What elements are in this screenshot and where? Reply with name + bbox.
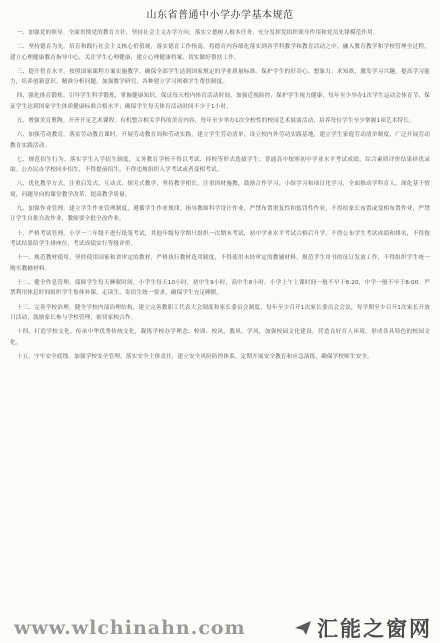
section-paragraph: 十五、守牢安全底线。加强学校安全管理，落实安全主体责任，建立安全风险防控体系，定期开展安全教育和应急演练，确保学校师生安全。 xyxy=(16,353,373,360)
document-title: 山东省普通中小学办学基本规范 xyxy=(146,10,294,21)
section-paragraph: 九、加强作业管理。建立学生作业管理制度，遵循学生作业规律，指导教师科学设计作业，严禁布置重复性和惩罚性作业，不得给家长布置或变相布置作业，严禁让学生自批自改作业，教师要全批全改作业。 xyxy=(10,206,430,223)
section-paragraph: 十二、健全作息管理。保障学生每天睡眠时间，小学生每天10小时，初中生9小时，高中生8小时。小学上午上课时间一般不早于8:20，中学一般不早于8:00。严禁利用休息时间组织学生集体补课，走读生、寄宿生统一要求，确保学生充足睡眠。 xyxy=(10,279,430,297)
section-paragraph: 二、坚持德育为先。培育和践行社会主义核心价值观，落实德育工作指南，将德育内容细化落实到各学科教学和教育活动之中。融入教育教学和学校管理全过程，建立心理健康教育指导中心，关注学生心理健康，建立心理健康档案，切实做好帮扶工作。 xyxy=(10,44,430,61)
section-paragraph: 八、优化教学方式。注重启发式、互动式、探究式教学，坚持教学相长，注重因材施教，鼓励合作学习、小组学习和项目化学习，全面推动学科育人，深化基于情境、问题导向的课堂教学改革，提高教学质量。 xyxy=(10,181,430,198)
watermark-url[interactable]: www.wlchinahn.com xyxy=(14,617,246,639)
section-paragraph: 五、增强美育熏陶。开齐开足艺术课程，有机整合相关学科的美育内容，每年至少举办1次全校性的校园艺术展演活动，培养每位学生至少掌握1项艺术特长。 xyxy=(16,118,415,125)
section-paragraph: 十四、打造学校文化。传承中华优秀传统文化，凝练学校办学理念、校训、校风、教风、学风，加强校园文化建设，营造良好育人环境，形成各具特色的校园文化。 xyxy=(10,329,430,346)
section-paragraph: 十三、完善学校治理。健全学校内部治理结构，建立完善教职工代表大会制度和家长委员会制度，每年至少召开1次家长委员会会议，每学期至少召开1次家长开放日活动，鼓励家长参与学校管理，密切家校合作。 xyxy=(10,304,430,321)
section-paragraph: 六、加强劳动教育。落实劳动教育课时，开展劳动教育周和劳动实践，建立学生劳动清单，设立校内外劳动实践基地，建立学生家庭劳动清单制度，广泛开展劳动教育实践活动。 xyxy=(10,132,430,149)
section-paragraph: 四、强化体育锻炼。引导学生科学锻炼，掌握健康知识，保证每天校内体育活动时间，加强近视防控，保护学生视力健康，每年至少举办1次学生运动会体育节，保证学生达到国家学生体质健康标准合格水平；确保学生每天体育活动时间不少于1小时。 xyxy=(10,93,430,110)
watermark-brand xyxy=(293,613,432,643)
section-paragraph: 十一、规范教材使用。坚持使用国家和省审定的教材，严格执行教材选用制度，不得使用未经审定的教辅材料，规范学生用书的征订发放工作，不得组织学生统一购买教辅材料。 xyxy=(10,255,430,272)
document-body xyxy=(10,28,430,362)
section-paragraph: 三、提升智育水平。按照国家课程方案实施教学，确保全部学生达到国家规定的学业质量标准。保护学生的好奇心、想象力、求知欲，激发学习兴趣，提高学习能力，培养创新意识。精准分析问题，加强教学研究，各种建立学习困难学生帮扶制度。 xyxy=(10,68,430,86)
section-paragraph: 一、加强党的领导。全面贯彻党的教育方针，坚持社会主义办学方向，落实立德树人根本任务。充分发挥党组织领导作用和党员先锋模范作用。 xyxy=(16,30,379,36)
paper-plane-icon xyxy=(293,618,313,638)
watermark-brand-name: 汇能之窗网 xyxy=(317,617,432,641)
section-paragraph: 七、规范招生行为。落实学生入学招生制度，义务教育学校不得以考试、择校等形式选拔学生；普通高中按照初中学业水平考试成绩，综合素质评价结果择优录取。公办民办学校同步招生，不得提前招生，不得违规组织入学考试或者变相考试。 xyxy=(10,156,430,174)
watermark-footer xyxy=(0,613,440,643)
section-paragraph: 十、严格考试管理。小学一二年级不进行纸笔考试，其他年级每学期只组织一次期末考试，初中学业水平考试合格后升学，不得公布学生考试成绩和排名，不得按考试结果给学生排座位，考试成绩实行等级评价。 xyxy=(10,230,430,248)
